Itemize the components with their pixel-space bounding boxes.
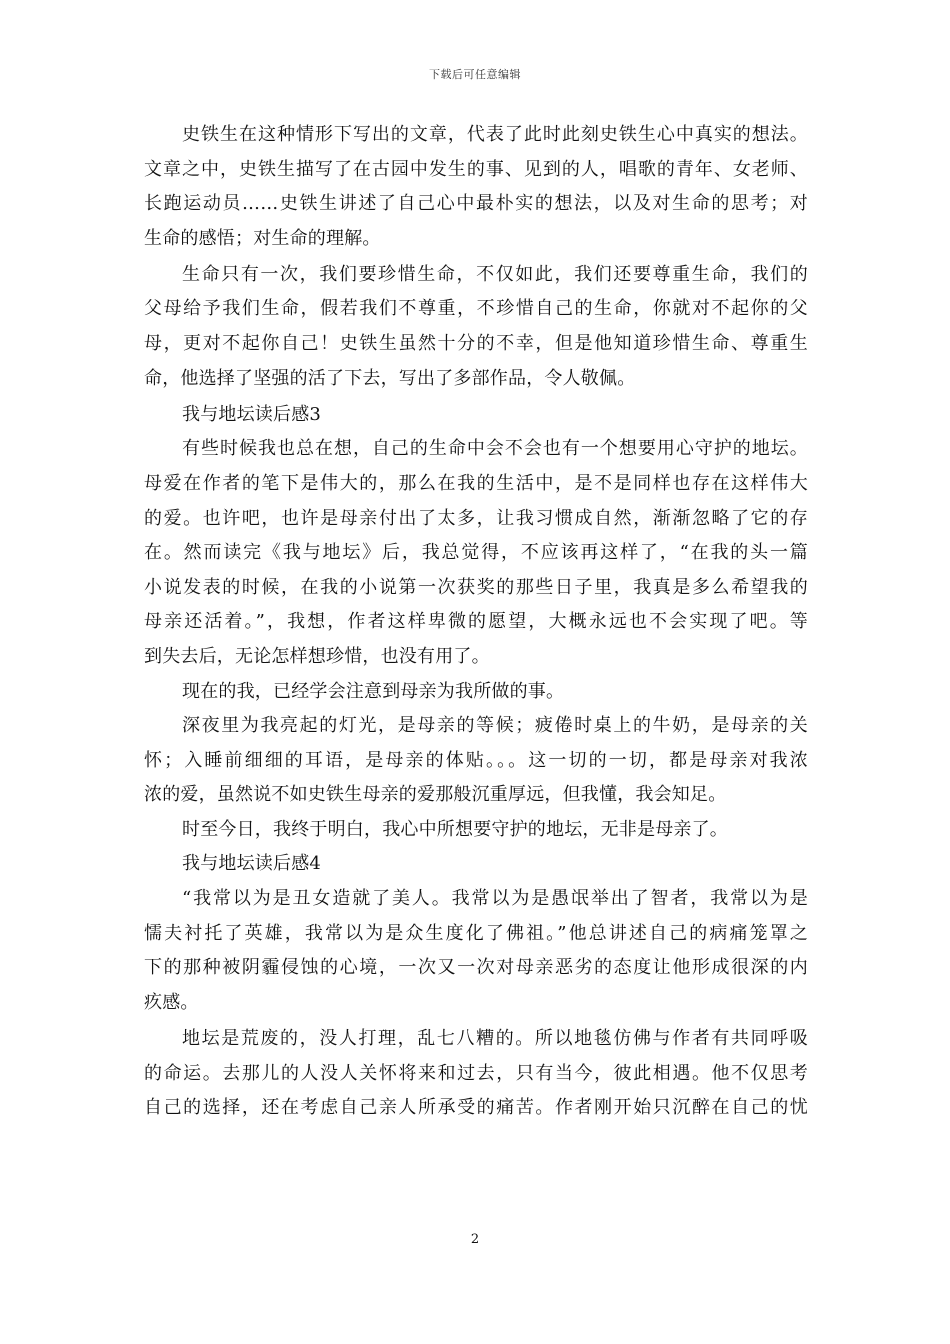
paragraph-line: 文章之中，史铁生描写了在古园中发生的事、见到的人，唱歌的青年、女老师、	[144, 158, 808, 180]
paragraph-line: 现在的我，已经学会注意到母亲为我所做的事。	[182, 680, 565, 702]
section-heading: 我与地坛读后感4	[182, 853, 322, 875]
page-number: 2	[470, 1232, 480, 1247]
paragraph-line: “我常以为是丑女造就了美人。我常以为是愚氓举出了智者，我常以为是	[182, 888, 808, 910]
paragraph-line: 生命的感悟；对生命的理解。	[144, 227, 381, 249]
paragraph-line: 生命只有一次，我们要珍惜生命，不仅如此，我们还要尊重生命，我们的	[182, 263, 808, 285]
paragraph-line: 有些时候我也总在想，自己的生命中会不会也有一个想要用心守护的地坛。	[182, 438, 808, 460]
document-body	[144, 118, 808, 1126]
paragraph-line: 长跑运动员……史铁生讲述了自己心中最朴实的想法，以及对生命的思考；对	[144, 193, 808, 215]
page-header: 下载后可任意编辑	[429, 68, 521, 81]
paragraph-line: 小说发表的时候，在我的小说第一次获奖的那些日子里，我真是多么希望我的	[144, 576, 808, 598]
paragraph-line: 下的那种被阴霾侵蚀的心境，一次又一次对母亲恶劣的态度让他形成很深的内	[144, 957, 808, 979]
paragraph-line: 母亲还活着。”，我想，作者这样卑微的愿望，大概永远也不会实现了吧。等	[144, 611, 808, 633]
paragraph-line: 的命运。去那儿的人没人关怀将来和过去，只有当今，彼此相遇。他不仅思考	[144, 1062, 808, 1084]
paragraph-line: 命，他选择了坚强的活了下去，写出了多部作品，令人敬佩。	[144, 367, 636, 389]
paragraph-line: 深夜里为我亮起的灯光，是母亲的等候；疲倦时桌上的牛奶，是母亲的关	[182, 715, 808, 737]
paragraph-line: 母，更对不起你自己！史铁生虽然十分的不幸，但是他知道珍惜生命、尊重生	[144, 333, 808, 355]
paragraph-line: 父母给予我们生命，假若我们不尊重，不珍惜自己的生命，你就对不起你的父	[144, 298, 808, 320]
paragraph-line: 母爱在作者的笔下是伟大的，那么在我的生活中，是不是同样也存在这样伟大	[144, 472, 808, 494]
paragraph-line: 史铁生在这种情形下写出的文章，代表了此时此刻史铁生心中真实的想法。	[182, 124, 808, 145]
paragraph-line: 到失去后，无论怎样想珍惜，也没有用了。	[144, 645, 490, 667]
section-heading: 我与地坛读后感3	[182, 403, 322, 425]
paragraph-line: 怀；入睡前细细的耳语，是母亲的体贴。。。这一切的一切，都是母亲对我浓	[144, 749, 808, 771]
paragraph-line: 的爱。也许吧，也许是母亲付出了太多，让我习惯成自然，渐渐忽略了它的存	[144, 507, 808, 529]
paragraph-line: 时至今日，我终于明白，我心中所想要守护的地坛，无非是母亲了。	[182, 818, 728, 840]
paragraph-line: 自己的选择，还在考虑自己亲人所承受的痛苦。作者刚开始只沉醉在自己的忧	[144, 1097, 808, 1119]
paragraph-line: 懦夫衬托了英雄，我常以为是众生度化了佛祖。”他总讲述自己的病痛笼罩之	[144, 922, 808, 944]
paragraph-line: 地坛是荒废的，没人打理，乱七八糟的。所以地毯仿佛与作者有共同呼吸	[182, 1027, 808, 1049]
paragraph-line: 浓的爱，虽然说不如史铁生母亲的爱那般沉重厚远，但我懂，我会知足。	[144, 784, 727, 806]
paragraph-line: 在。然而读完《我与地坛》后，我总觉得，不应该再这样了，“在我的头一篇	[144, 542, 808, 564]
paragraph-line: 疚感。	[144, 991, 199, 1013]
